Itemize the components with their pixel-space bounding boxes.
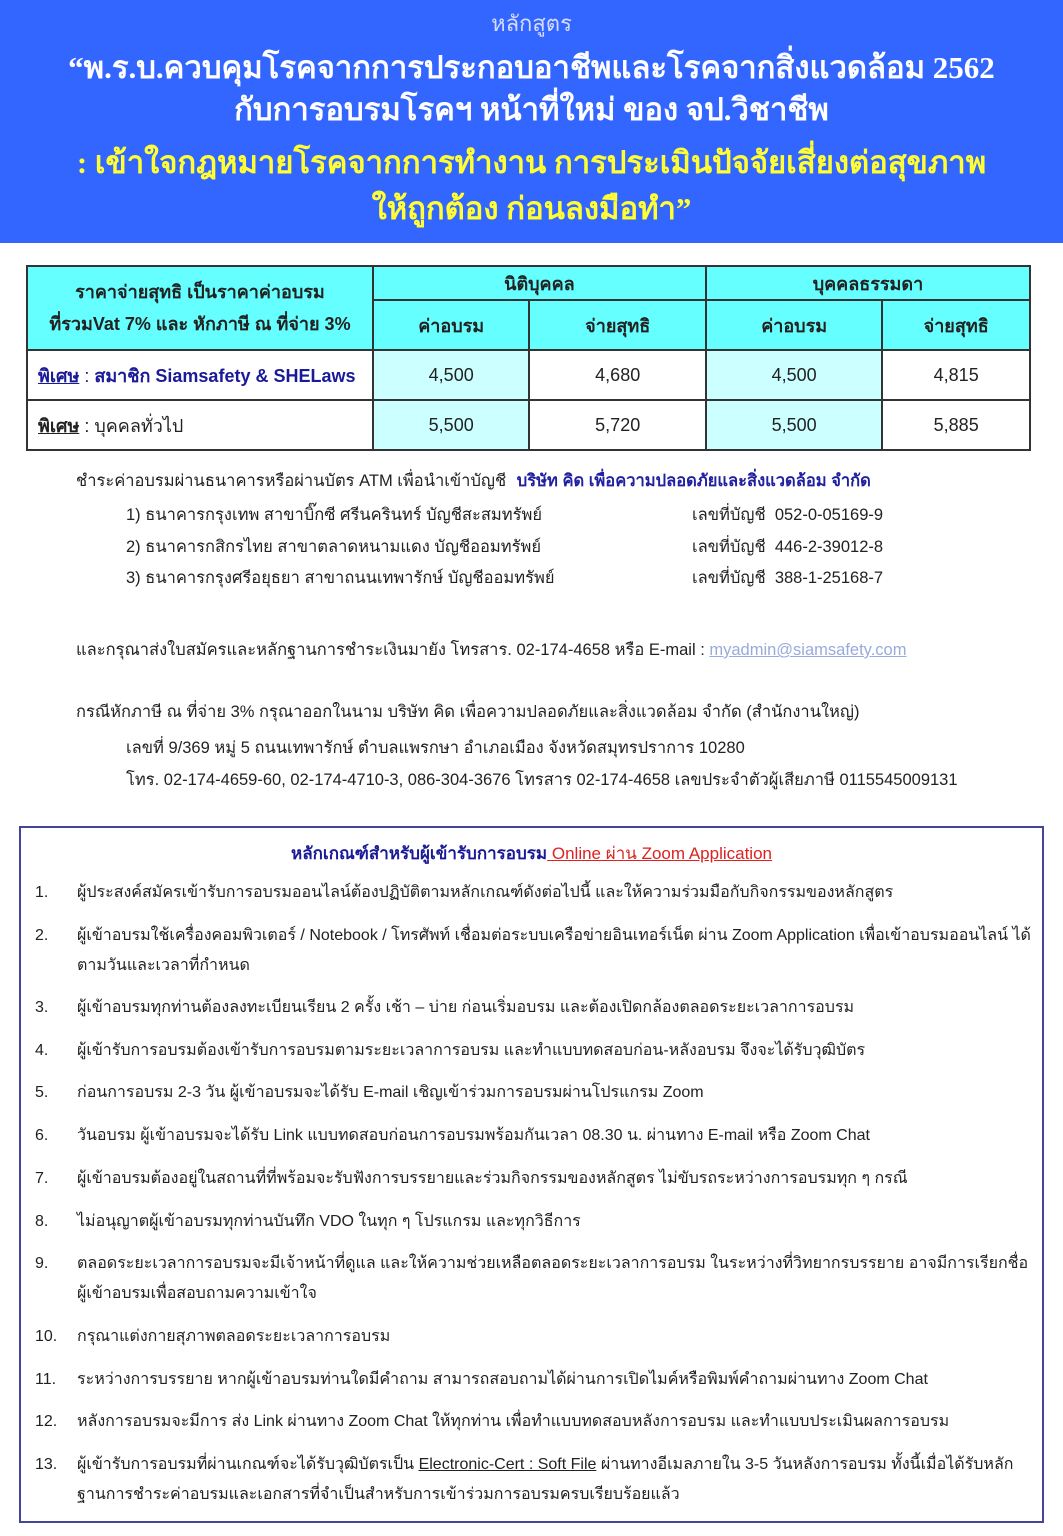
item-number: 12. (35, 1413, 58, 1430)
item-text: ผู้ประสงค์สมัครเข้ารับการอบรมออนไลน์ต้องปฏิบัติตามหลักเกณฑ์ดังต่อไปนี้ และให้ความร่วมมือกับกิจกรรมของหลักสูตร (77, 884, 894, 901)
item-number: 2. (35, 927, 49, 944)
rules-title-highlight: Online ผ่าน Zoom Application (547, 844, 772, 863)
item-text: ระหว่างการบรรยาย หากผู้เข้าอบรมท่านใดมีคำถาม สามารถสอบถามได้ผ่านการเปิดไมค์หรือพิมพ์คำถามผ่านทาง Zoom Chat (77, 1371, 928, 1388)
course-subtitle-line-1: : เข้าใจกฎหมายโรคจากการทำงาน การประเมินปัจจัยเสี่ยงต่อสุขภาพ (76, 145, 987, 180)
subheader-fee: ค่าอบรม (373, 300, 530, 350)
separator: : (79, 365, 95, 386)
send-documents-text: และกรุณาส่งใบสมัครและหลักฐานการชำระเงินมายัง โทรสาร. 02-174-4658 หรือ E-mail : (76, 641, 710, 659)
special-tag: พิเศษ (38, 365, 80, 386)
bank-1-account (692, 502, 883, 528)
table-row (27, 350, 1030, 400)
bank-2-name: 2) ธนาคารกสิกรไทย สาขาตลาดหนามแดง บัญชีออมทรัพย์ (126, 538, 542, 556)
row-label (27, 400, 373, 450)
separator: : (79, 415, 95, 436)
member-label: สมาชิก Siamsafety & SHELaws (94, 365, 356, 386)
cell-value: 5,500 (373, 400, 530, 450)
item-number: 3. (35, 999, 49, 1016)
account-label: เลขที่บัญชี (692, 538, 766, 556)
cell-value: 4,680 (529, 350, 705, 400)
price-description-line-2: ที่รวมVat 7% และ หักภาษี ณ ที่จ่าย 3% (49, 314, 351, 334)
bank-3-account (692, 565, 883, 591)
item-text (77, 1450, 1037, 1510)
price-description-header (27, 266, 373, 350)
special-tag: พิเศษ (38, 415, 80, 436)
course-title-line-1: “พ.ร.บ.ควบคุมโรคจากการประกอบอาชีพและโรคจากสิ่งแวดล้อม 2562 (68, 50, 995, 85)
company-address: เลขที่ 9/369 หมู่ 5 ถนนเทพารักษ์ ตำบลแพรกษา อำเภอเมือง จังหวัดสมุทรปราการ 10280 (126, 739, 745, 757)
bank-3-name: 3) ธนาคารกรุงศรีอยุธยา สาขาถนนเทพารักษ์ บัญชีออมทรัพย์ (126, 569, 555, 587)
bank-2-account (692, 534, 883, 560)
cell-value: 4,815 (882, 350, 1030, 400)
item-number: 9. (35, 1255, 49, 1272)
item-text-after: ผ่านทางอีเมลภายใน 3-5 วันหลังการอบรม ทั้งนี้เมื่อได้รับหลักฐานการชำระค่าอบรมและเอกสารที่จำเป็นสำหรับการเข้าร่วมการอบรมครบเรียบร้อยแล้ว (77, 1456, 1014, 1503)
send-documents-line (76, 637, 906, 663)
account-number: 388-1-25168-7 (774, 569, 884, 587)
course-title-banner (0, 0, 1063, 243)
account-label: เลขที่บัญชี (692, 506, 766, 524)
item-text: กรุณาแต่งกายสุภาพตลอดระยะเวลาการอบรม (77, 1328, 391, 1345)
account-number: 052-0-05169-9 (774, 506, 884, 524)
item-text-before: ผู้เข้ารับการอบรมที่ผ่านเกณฑ์จะได้รับวุฒิบัตรเป็น (77, 1456, 419, 1473)
price-table (26, 265, 1031, 451)
rules-title-text: หลักเกณฑ์สำหรับผู้เข้ารับการอบรม (291, 844, 548, 863)
course-title-line-2: กับการอบรมโรคฯ หน้าที่ใหม่ ของ จป.วิชาชีพ (234, 92, 829, 127)
payment-intro (76, 468, 871, 494)
item-number: 13. (35, 1456, 58, 1473)
account-label: เลขที่บัญชี (692, 569, 766, 587)
item-number: 1. (35, 884, 49, 901)
account-number: 446-2-39012-8 (774, 538, 884, 556)
subheader-net: จ่ายสุทธิ (529, 300, 705, 350)
subheader-fee: ค่าอบรม (706, 300, 882, 350)
row-label (27, 350, 373, 400)
item-number: 11. (35, 1371, 57, 1388)
electronic-cert-label: Electronic-Cert : Soft File (418, 1456, 597, 1473)
online-training-rules (19, 826, 1044, 1523)
cell-value: 5,500 (706, 400, 882, 450)
item-number: 8. (35, 1213, 49, 1230)
table-row (27, 400, 1030, 450)
item-number: 5. (35, 1084, 49, 1101)
rules-title (21, 840, 1042, 867)
item-text: ผู้เข้าอบรมทุกท่านต้องลงทะเบียนเรียน 2 ครั้ง เช้า – บ่าย ก่อนเริ่มอบรม และต้องเปิดกล้องตลอดระยะเวลาการอบรม (77, 999, 855, 1016)
price-description-line-1: ราคาจ่ายสุทธิ เป็นราคาค่าอบรม (75, 282, 325, 302)
general-label: บุคคลทั่วไป (94, 415, 184, 436)
payment-intro-text: ชำระค่าอบรมผ่านธนาคารหรือผ่านบัตร ATM เพื่อนำเข้าบัญชี (76, 472, 507, 490)
item-text: ตลอดระยะเวลาการอบรมจะมีเจ้าหน้าที่ดูแล และให้ความช่วยเหลือตลอดระยะเวลาการอบรม ในระหว่างที่วิทยากรบรรยาย อาจมีการเรียกชื่อผู้เข้าอบรมเพื่อสอบถามความเข้าใจ (77, 1255, 1029, 1302)
item-number: 4. (35, 1042, 49, 1059)
group-header-individual: บุคคลธรรมดา (706, 266, 1030, 300)
item-text: วันอบรม ผู้เข้าอบรมจะได้รับ Link แบบทดสอบก่อนการอบรมพร้อมกันเวลา 08.30 น. ผ่านทาง E-mail หรือ Zoom Chat (77, 1127, 870, 1144)
item-number: 7. (35, 1170, 49, 1187)
item-text: ก่อนการอบรม 2-3 วัน ผู้เข้าอบรมจะได้รับ E-mail เชิญเข้าร่วมการอบรมผ่านโปรแกรม Zoom (77, 1084, 704, 1101)
cell-value: 4,500 (373, 350, 530, 400)
company-name: บริษัท คิด เพื่อความปลอดภัยและสิ่งแวดล้อม จำกัด (516, 472, 871, 490)
group-header-juristic: นิติบุคคล (373, 266, 706, 300)
item-text: ผู้เข้าอบรมใช้เครื่องคอมพิวเตอร์ / Notebook / โทรศัพท์ เชื่อมต่อระบบเครือข่ายอินเทอร์เน็ต ผ่าน Zoom Application เพื่อเข้าอบรมออนไลน์ ได้ตามวันและเวลาที่กำหนด (77, 927, 1031, 974)
subheader-net: จ่ายสุทธิ (882, 300, 1030, 350)
cell-value: 5,885 (882, 400, 1030, 450)
cell-value: 5,720 (529, 400, 705, 450)
bank-1-name: 1) ธนาคารกรุงเทพ สาขาบิ๊กซี ศรีนครินทร์ บัญชีสะสมทรัพย์ (126, 506, 543, 524)
item-text: ผู้เข้ารับการอบรมต้องเข้ารับการอบรมตามระยะเวลาการอบรม และทำแบบทดสอบก่อน-หลังอบรม จึงจะได้รับวุฒิบัตร (77, 1042, 866, 1059)
item-text: ผู้เข้าอบรมต้องอยู่ในสถานที่ที่พร้อมจะรับฟังการบรรยายและร่วมกิจกรรมของหลักสูตร ไม่ขับรถระหว่างการอบรมทุก ๆ กรณี (77, 1170, 908, 1187)
company-contact: โทร. 02-174-4659-60, 02-174-4710-3, 086-304-3676 โทรสาร 02-174-4658 เลขประจำตัวผู้เสียภาษี 0115545009131 (126, 771, 958, 789)
tax-instruction: กรณีหักภาษี ณ ที่จ่าย 3% กรุณาออกในนาม บริษัท คิด เพื่อความปลอดภัยและสิ่งแวดล้อม จำกัด (สำนักงานใหญ่) (76, 703, 860, 721)
course-kicker: หลักสูตร (491, 11, 572, 36)
cell-value: 4,500 (706, 350, 882, 400)
course-subtitle-line-2: ให้ถูกต้อง ก่อนลงมือทำ” (371, 191, 692, 226)
item-number: 6. (35, 1127, 49, 1144)
item-text: ไม่อนุญาตผู้เข้าอบรมทุกท่านบันทึก VDO ในทุก ๆ โปรแกรม และทุกวิธีการ (77, 1213, 581, 1230)
item-text: หลังการอบรมจะมีการ ส่ง Link ผ่านทาง Zoom Chat ให้ทุกท่าน เพื่อทำแบบทดสอบหลังการอบรม และทำแบบประเมินผลการอบรม (77, 1413, 950, 1430)
email-link[interactable]: myadmin@siamsafety.com (709, 641, 907, 659)
item-number: 10. (35, 1328, 58, 1345)
